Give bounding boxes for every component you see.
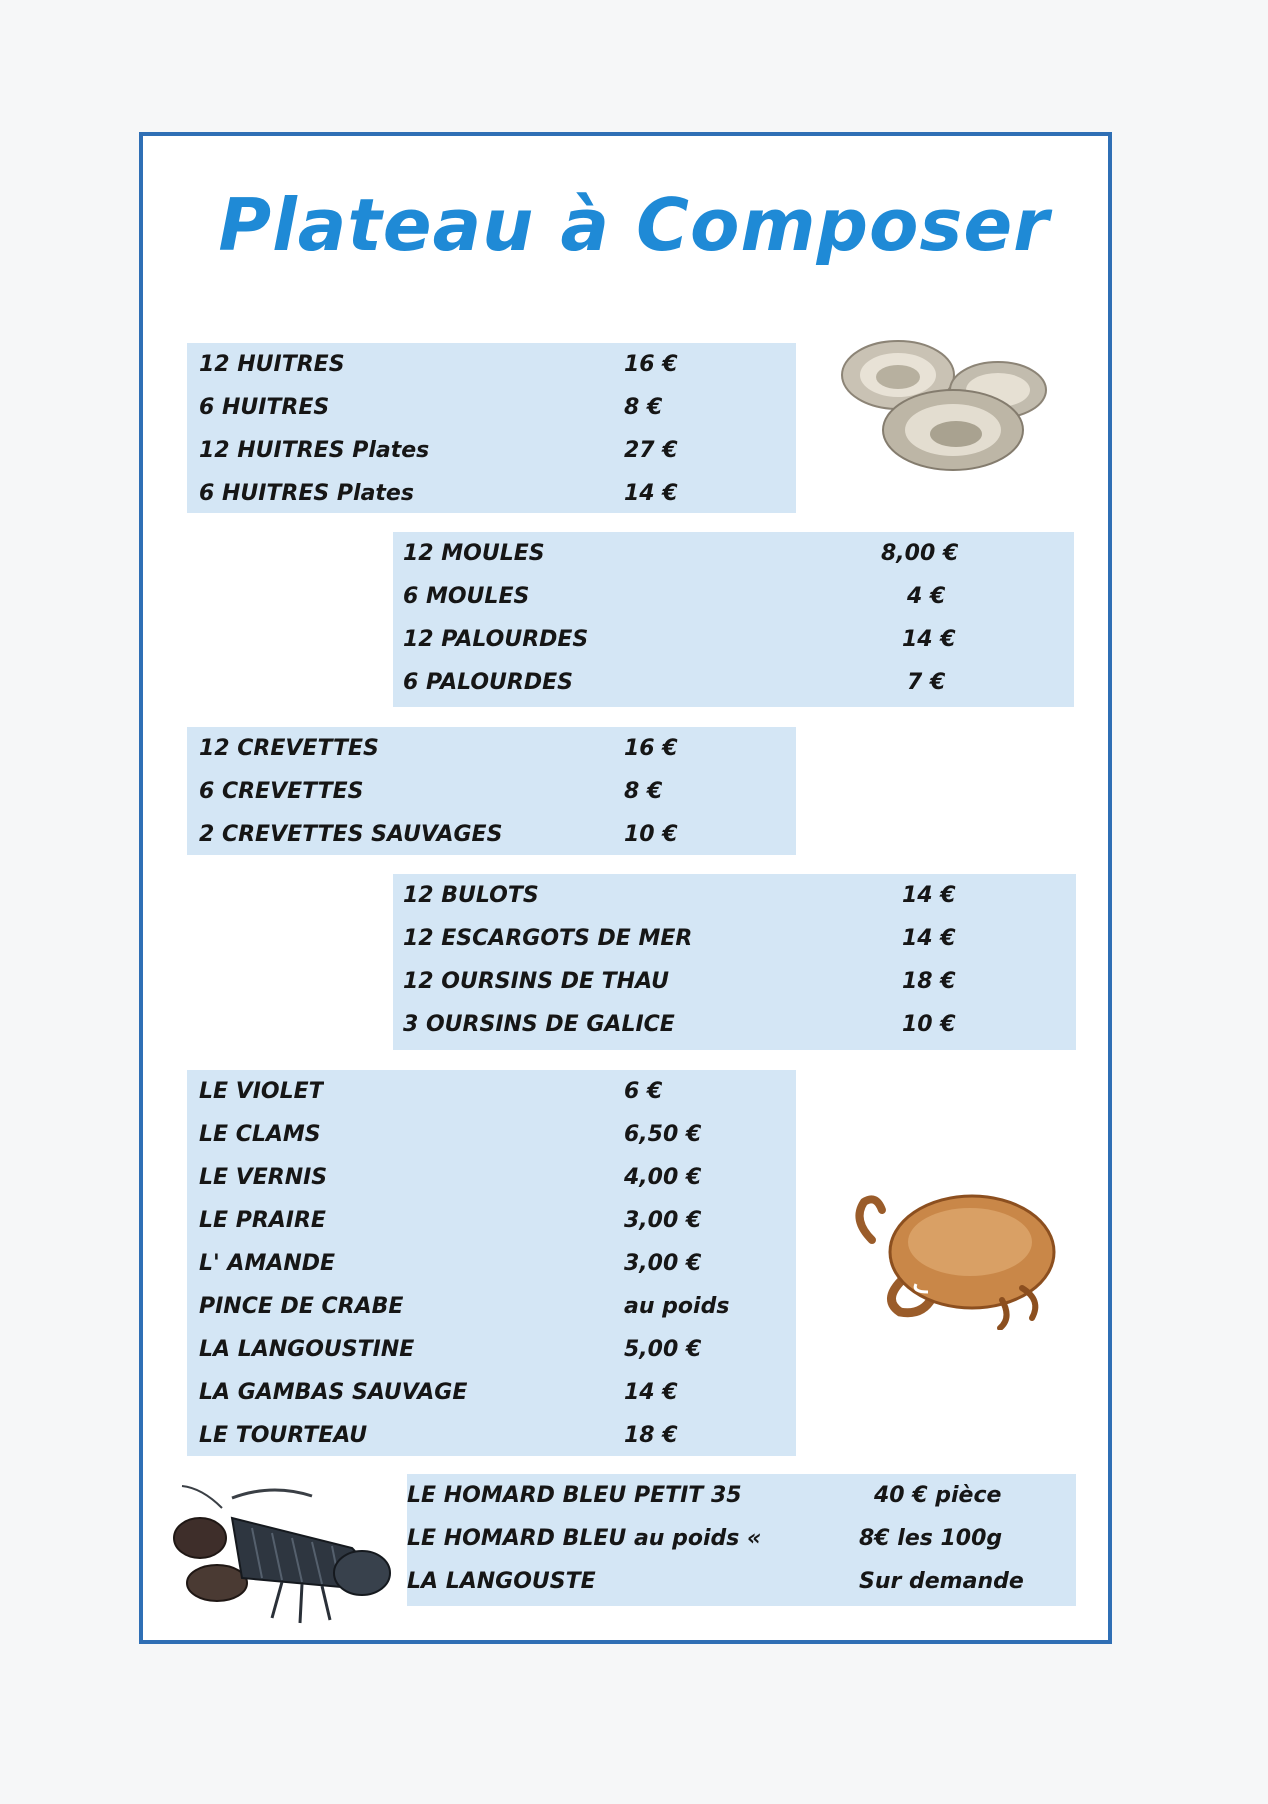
section-crevettes xyxy=(187,727,796,855)
item-price: 8 € xyxy=(624,779,663,804)
item-price: 16 € xyxy=(624,736,678,761)
item-price: 6,50 € xyxy=(624,1122,702,1147)
item-price: 10 € xyxy=(624,822,678,847)
menu-item xyxy=(187,1371,796,1414)
item-price: 27 € xyxy=(624,438,678,463)
item-name: PINCE DE CRABE xyxy=(199,1294,404,1319)
menu-item xyxy=(393,874,1076,917)
section-coquillages xyxy=(187,1070,796,1456)
item-name: 6 PALOURDES xyxy=(403,670,573,695)
item-name: 6 MOULES xyxy=(403,584,530,609)
item-price: 5,00 € xyxy=(624,1337,702,1362)
section-bulots xyxy=(393,874,1076,1050)
item-name: 12 HUITRES Plates xyxy=(199,438,430,463)
menu-item xyxy=(187,1242,796,1285)
menu-item xyxy=(187,1070,796,1113)
menu-item xyxy=(187,429,796,472)
menu-item xyxy=(393,661,1074,704)
menu-item xyxy=(187,770,796,813)
crab-photo xyxy=(842,1180,1062,1330)
item-name: 12 MOULES xyxy=(403,541,545,566)
item-price: 7 € xyxy=(907,670,946,695)
item-price: 8,00 € xyxy=(881,541,959,566)
item-name: LE VIOLET xyxy=(199,1079,324,1104)
item-name: 6 HUITRES xyxy=(199,395,330,420)
item-price: 14 € xyxy=(902,926,956,951)
item-price: 3,00 € xyxy=(624,1208,702,1233)
item-name: 12 OURSINS DE THAU xyxy=(403,969,669,994)
menu-item xyxy=(407,1517,1076,1560)
item-price: 8€ les 100g xyxy=(859,1526,1003,1551)
item-name: 12 PALOURDES xyxy=(403,627,589,652)
menu-item xyxy=(393,960,1076,1003)
item-price: 16 € xyxy=(624,352,678,377)
item-name: 6 HUITRES Plates xyxy=(199,481,414,506)
menu-item xyxy=(187,1199,796,1242)
menu-item xyxy=(393,532,1074,575)
item-name: LE PRAIRE xyxy=(199,1208,326,1233)
oysters-photo xyxy=(838,330,1058,480)
item-price: 10 € xyxy=(902,1012,956,1037)
menu-item xyxy=(187,1328,796,1371)
item-price: 3,00 € xyxy=(624,1251,702,1276)
item-name: LE VERNIS xyxy=(199,1165,328,1190)
menu-item xyxy=(187,1156,796,1199)
item-name: LE CLAMS xyxy=(199,1122,321,1147)
item-name: LA LANGOUSTINE xyxy=(199,1337,415,1362)
item-price: 14 € xyxy=(902,883,956,908)
item-price: 4 € xyxy=(907,584,946,609)
item-name: LE TOURTEAU xyxy=(199,1423,368,1448)
menu-item xyxy=(393,618,1074,661)
item-name: 2 CREVETTES SAUVAGES xyxy=(199,822,503,847)
item-name: 3 OURSINS DE GALICE xyxy=(403,1012,675,1037)
item-price: 14 € xyxy=(624,481,678,506)
menu-item xyxy=(187,1285,796,1328)
menu-item xyxy=(187,727,796,770)
menu-item xyxy=(393,1003,1076,1046)
section-homard xyxy=(407,1474,1076,1606)
menu-item xyxy=(393,917,1076,960)
section-huitres xyxy=(187,343,796,513)
item-name: 6 CREVETTES xyxy=(199,779,364,804)
menu-title: Plateau à Composer xyxy=(218,183,1050,267)
item-price: 40 € pièce xyxy=(874,1483,1002,1508)
item-price: au poids xyxy=(624,1294,730,1319)
section-moules xyxy=(393,532,1074,707)
menu-item xyxy=(187,472,796,515)
item-name: LE HOMARD BLEU au poids « xyxy=(407,1526,762,1551)
item-price: 18 € xyxy=(624,1423,678,1448)
item-name: L' AMANDE xyxy=(199,1251,336,1276)
item-price: 8 € xyxy=(624,395,663,420)
item-name: LA GAMBAS SAUVAGE xyxy=(199,1380,468,1405)
menu-item xyxy=(187,1414,796,1457)
item-price: 6 € xyxy=(624,1079,663,1104)
item-name: 12 CREVETTES xyxy=(199,736,379,761)
menu-item xyxy=(187,386,796,429)
lobster-photo xyxy=(162,1478,407,1628)
item-price: 18 € xyxy=(902,969,956,994)
item-name: 12 HUITRES xyxy=(199,352,345,377)
menu-item xyxy=(187,1113,796,1156)
item-price: 4,00 € xyxy=(624,1165,702,1190)
item-name: LE HOMARD BLEU PETIT 35 xyxy=(407,1483,742,1508)
item-name: 12 BULOTS xyxy=(403,883,539,908)
menu-item xyxy=(407,1560,1076,1603)
item-name: LA LANGOUSTE xyxy=(407,1569,596,1594)
item-price: 14 € xyxy=(902,627,956,652)
item-name: 12 ESCARGOTS DE MER xyxy=(403,926,693,951)
menu-item xyxy=(393,575,1074,618)
item-price: Sur demande xyxy=(859,1569,1024,1594)
item-price: 14 € xyxy=(624,1380,678,1405)
menu-item xyxy=(407,1474,1076,1517)
menu-item xyxy=(187,343,796,386)
menu-item xyxy=(187,813,796,856)
